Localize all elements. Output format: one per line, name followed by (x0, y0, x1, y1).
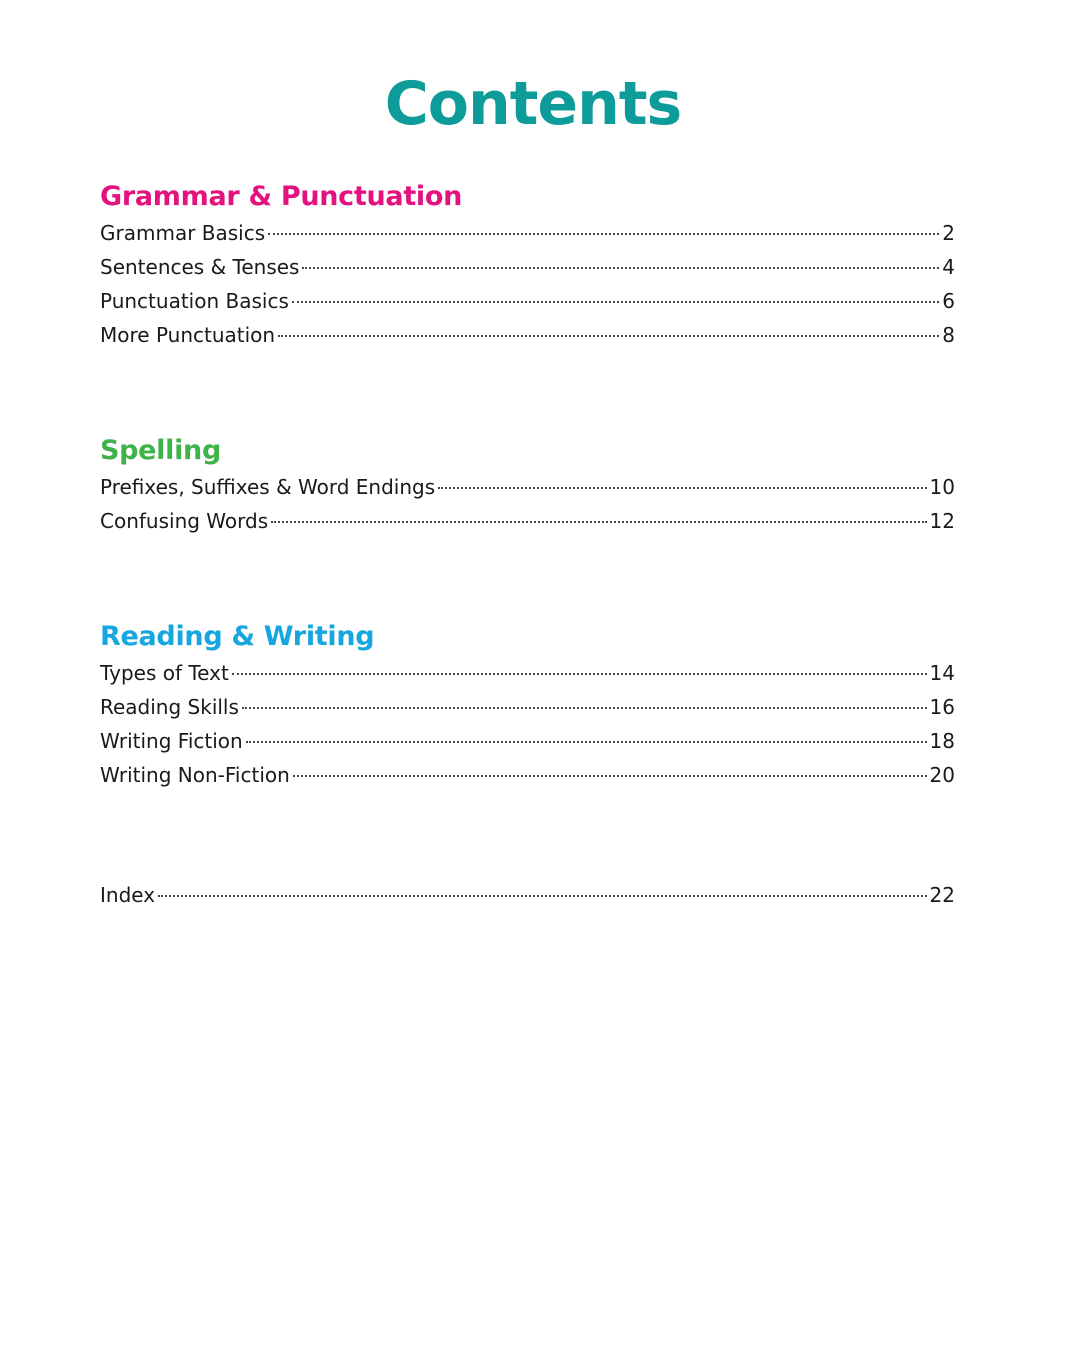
toc-entry-page: 22 (929, 883, 955, 907)
section-reading-writing (100, 620, 955, 792)
toc-entry-page: 12 (929, 509, 955, 533)
dot-leader (242, 707, 927, 709)
dot-leader (232, 673, 927, 675)
section-heading: Spelling (100, 435, 221, 466)
toc-entry[interactable] (100, 758, 955, 792)
toc-list (100, 656, 955, 792)
toc-entry-label: Reading Skills (100, 695, 239, 719)
toc-entry[interactable] (100, 318, 955, 352)
toc-entry-page: 8 (942, 323, 955, 347)
toc-entry-label: Prefixes, Suffixes & Word Endings (100, 475, 436, 499)
dot-leader (268, 233, 939, 235)
toc-entry[interactable] (100, 216, 955, 250)
toc-entry-page: 2 (942, 221, 955, 245)
toc-entry-page: 18 (929, 729, 955, 753)
toc-entry-label: Confusing Words (100, 509, 269, 533)
section-grammar-punctuation (100, 180, 955, 352)
dot-leader (292, 301, 939, 303)
section-heading: Grammar & Punctuation (100, 181, 463, 212)
toc-entry[interactable] (100, 690, 955, 724)
toc-entry[interactable] (100, 724, 955, 758)
toc-entry-label: Writing Fiction (100, 729, 243, 753)
toc-entry-label: More Punctuation (100, 323, 276, 347)
toc-entry-label: Types of Text (100, 661, 229, 685)
dot-leader (158, 895, 926, 897)
dot-leader (438, 487, 926, 489)
toc-entry[interactable] (100, 470, 955, 504)
toc-entry[interactable] (100, 250, 955, 284)
toc-entry-page: 6 (942, 289, 955, 313)
toc-list (100, 878, 955, 912)
toc-entry-page: 14 (929, 661, 955, 685)
toc-list (100, 216, 955, 352)
toc-entry-label: Punctuation Basics (100, 289, 289, 313)
toc-entry-label: Index (100, 883, 156, 907)
dot-leader (271, 521, 926, 523)
toc-entry-label: Sentences & Tenses (100, 255, 300, 279)
toc-entry-page: 10 (929, 475, 955, 499)
section-index (100, 878, 955, 912)
toc-entry-label: Grammar Basics (100, 221, 266, 245)
section-heading: Reading & Writing (100, 621, 375, 652)
dot-leader (293, 775, 927, 777)
toc-entry-page: 20 (929, 763, 955, 787)
dot-leader (246, 741, 927, 743)
toc-entry[interactable] (100, 284, 955, 318)
section-spelling (100, 434, 955, 538)
toc-entry-index[interactable] (100, 878, 955, 912)
toc-entry-page: 16 (929, 695, 955, 719)
toc-entry-page: 4 (942, 255, 955, 279)
toc-entry[interactable] (100, 504, 955, 538)
dot-leader (278, 335, 939, 337)
toc-list (100, 470, 955, 538)
toc-entry-label: Writing Non-Fiction (100, 763, 290, 787)
toc-entry[interactable] (100, 656, 955, 690)
page-title: Contents (384, 69, 682, 139)
dot-leader (302, 267, 939, 269)
